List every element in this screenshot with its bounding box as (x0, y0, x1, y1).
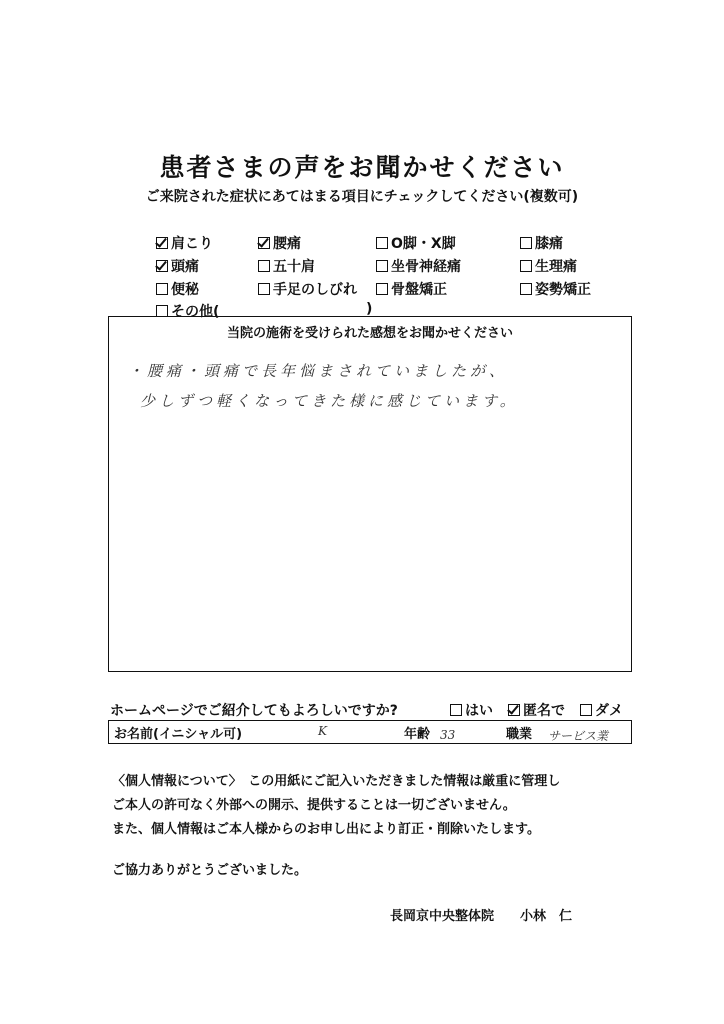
checkbox-label: 腰痛 (273, 236, 301, 252)
checkbox-mark (520, 237, 532, 249)
checkbox-label: 坐骨神経痛 (391, 259, 461, 275)
checkbox-label: 姿勢矯正 (535, 282, 591, 298)
name-label: お名前(イニシャル可) (114, 727, 243, 742)
symptom-checkbox[interactable] (258, 279, 357, 299)
symptom-checkbox[interactable] (376, 233, 456, 253)
privacy-line: 〈個人情報について〉 この用紙にご記入いただきました情報は厳重に管理し (112, 774, 561, 789)
checkbox-mark (520, 260, 532, 272)
checkbox-mark (156, 260, 168, 272)
feedback-heading: 当院の施術を受けられた感想をお聞かせください (226, 326, 513, 341)
checkbox-label: O脚・X脚 (391, 236, 456, 252)
consent-checkbox-yes[interactable] (450, 700, 493, 720)
homepage-question: ホームページでご紹介してもよろしいですか? (110, 703, 398, 719)
symptom-checkbox[interactable] (258, 233, 301, 253)
checkbox-mark (376, 283, 388, 295)
checkbox-mark (376, 260, 388, 272)
privacy-line: また、個人情報はご本人様からのお申し出により訂正・削除いたします。 (112, 822, 540, 837)
symptom-checkbox[interactable] (258, 256, 315, 276)
checkbox-mark (258, 237, 270, 249)
symptom-checkbox[interactable] (156, 233, 213, 253)
age-value[interactable]: 33 (440, 728, 456, 742)
symptom-checkbox[interactable] (520, 256, 577, 276)
checkbox-label: 骨盤矯正 (391, 282, 447, 298)
page-title: 患者さまの声をお聞かせください (159, 153, 565, 182)
symptom-checkbox[interactable] (156, 256, 199, 276)
symptom-checkbox[interactable] (376, 256, 461, 276)
checkbox-label: 手足のしびれ (273, 282, 357, 298)
page-subtitle: ご来院された症状にあてはまる項目にチェックしてください(複数可) (145, 189, 579, 205)
checkbox-label: 匿名で (523, 703, 565, 719)
checkbox-label: 頭痛 (171, 259, 199, 275)
checkbox-mark (156, 237, 168, 249)
checkbox-label: 生理痛 (535, 259, 577, 275)
checkbox-mark (258, 283, 270, 295)
checkbox-label: 五十肩 (273, 259, 315, 275)
checkbox-label: 便秘 (171, 282, 199, 298)
symptom-checkbox[interactable] (520, 233, 563, 253)
age-label: 年齢 (404, 727, 431, 742)
checkbox-mark (156, 283, 168, 295)
feedback-handwritten-line: 少しずつ軽くなってきた様に感じています。 (140, 392, 519, 410)
symptom-checkbox[interactable] (376, 279, 447, 299)
checkbox-mark (450, 704, 462, 716)
other-close-paren: ) (366, 301, 373, 317)
checkbox-label: その他( (171, 304, 220, 320)
checkbox-mark (520, 283, 532, 295)
checkbox-mark (508, 704, 520, 716)
consent-checkbox-no[interactable] (580, 700, 623, 720)
checkbox-mark (258, 260, 270, 272)
feedback-handwritten-line: ・腰痛・頭痛で長年悩まされていましたが、 (128, 362, 509, 380)
checkbox-label: はい (465, 703, 493, 719)
checkbox-mark (376, 237, 388, 249)
name-value[interactable]: K (318, 724, 327, 738)
checkbox-mark (580, 704, 592, 716)
consent-checkbox-anonymous[interactable] (508, 700, 565, 720)
symptom-checkbox[interactable] (520, 279, 591, 299)
thanks-line: ご協力ありがとうございました。 (112, 863, 308, 878)
privacy-line: ご本人の許可なく外部への開示、提供することは一切ございません。 (112, 798, 516, 813)
checkbox-label: ダメ (595, 703, 623, 719)
job-value[interactable]: サービス業 (548, 729, 609, 743)
clinic-signature: 長岡京中央整体院 小林 仁 (390, 909, 573, 924)
job-label: 職業 (506, 727, 533, 742)
checkbox-label: 膝痛 (535, 236, 563, 252)
checkbox-label: 肩こり (171, 236, 213, 252)
symptom-checkbox[interactable] (156, 279, 199, 299)
